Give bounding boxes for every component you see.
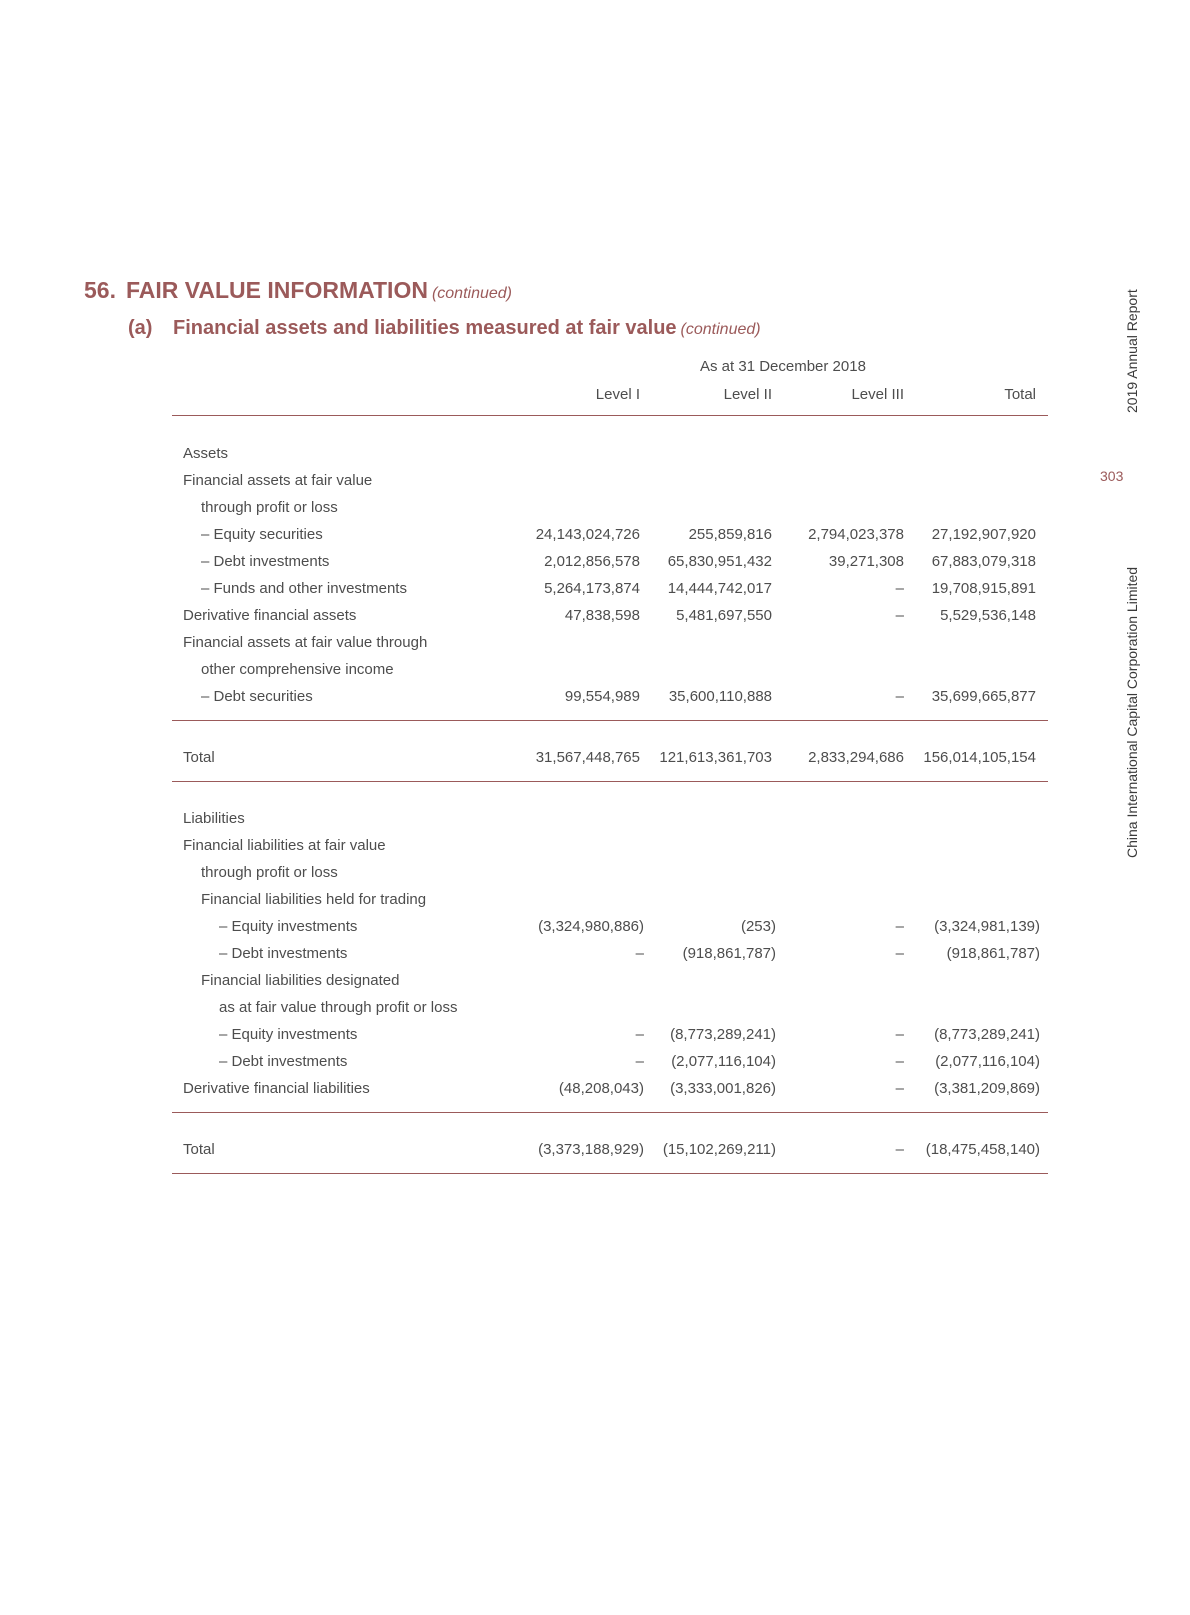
cell-level-2: (3,333,001,826) xyxy=(670,1080,776,1097)
cell-level-1: 31,567,448,765 xyxy=(535,749,640,766)
subsection-heading xyxy=(128,317,761,340)
row-label: – Debt investments xyxy=(219,1053,348,1070)
cell-total: 156,014,105,154 xyxy=(923,749,1036,766)
cell-total: (18,475,458,140) xyxy=(925,1141,1040,1158)
cell-level-2: 5,481,697,550 xyxy=(676,607,772,624)
assets-subtotal-rule xyxy=(172,720,1048,721)
cell-total: 67,883,079,318 xyxy=(931,553,1036,570)
row-label: Derivative financial liabilities xyxy=(183,1080,370,1097)
cell-total: 19,708,915,891 xyxy=(931,580,1036,597)
cell-level-3: 39,271,308 xyxy=(828,553,904,570)
period-header: As at 31 December 2018 xyxy=(700,358,866,375)
table-row xyxy=(0,688,1190,715)
table-row xyxy=(0,918,1190,945)
table-row xyxy=(0,1053,1190,1080)
cell-level-3: 2,833,294,686 xyxy=(808,749,904,766)
table-row xyxy=(0,526,1190,553)
cell-level-3: – xyxy=(895,1053,904,1070)
table-row xyxy=(0,499,1190,526)
cell-level-3: – xyxy=(895,1141,904,1158)
cell-level-3: – xyxy=(895,945,904,962)
section-number: 56. xyxy=(84,277,116,303)
subsection-letter: (a) xyxy=(128,317,153,339)
row-label: – Equity investments xyxy=(219,1026,358,1043)
report-name: 2019 Annual Report xyxy=(1124,289,1140,413)
row-label: through profit or loss xyxy=(201,864,338,881)
header-rule xyxy=(172,415,1048,416)
cell-level-3: – xyxy=(895,688,904,705)
section-heading xyxy=(84,277,512,304)
cell-level-2: (918,861,787) xyxy=(682,945,776,962)
row-label: – Debt securities xyxy=(201,688,313,705)
cell-level-1: – xyxy=(635,1053,644,1070)
page-number: 303 xyxy=(1100,468,1124,484)
liabilities-total-rule xyxy=(172,1173,1048,1174)
row-label: – Funds and other investments xyxy=(201,580,407,597)
row-label: Financial assets at fair value xyxy=(183,472,373,489)
cell-level-3: – xyxy=(895,1026,904,1043)
section-title: FAIR VALUE INFORMATION xyxy=(125,277,428,303)
subsection-title: Financial assets and liabilities measured at fair value xyxy=(173,317,677,339)
cell-total: 27,192,907,920 xyxy=(931,526,1036,543)
row-label: as at fair value through profit or loss xyxy=(219,999,458,1016)
assets-heading-row xyxy=(0,445,1190,472)
cell-level-1: 24,143,024,726 xyxy=(535,526,640,543)
cell-level-1: 5,264,173,874 xyxy=(544,580,640,597)
cell-level-2: (2,077,116,104) xyxy=(671,1053,776,1070)
cell-level-2: 255,859,816 xyxy=(688,526,772,543)
col-header-level-1: Level I xyxy=(595,386,640,403)
liabilities-heading: Liabilities xyxy=(183,810,245,827)
row-label: Derivative financial assets xyxy=(183,607,357,624)
cell-total: (918,861,787) xyxy=(946,945,1040,962)
table-row xyxy=(0,972,1190,999)
table-row xyxy=(0,661,1190,688)
cell-level-1: (3,324,980,886) xyxy=(538,918,644,935)
cell-level-2: 121,613,361,703 xyxy=(659,749,772,766)
cell-level-1: – xyxy=(635,945,644,962)
cell-level-3: – xyxy=(895,918,904,935)
row-label: Financial liabilities at fair value xyxy=(183,837,386,854)
table-row xyxy=(0,553,1190,580)
row-label: – Equity investments xyxy=(219,918,358,935)
liabilities-subtotal-rule xyxy=(172,1112,1048,1113)
cell-total: 35,699,665,877 xyxy=(931,688,1036,705)
cell-level-1: – xyxy=(635,1026,644,1043)
cell-level-3: – xyxy=(895,580,904,597)
table-row xyxy=(0,891,1190,918)
cell-level-2: (253) xyxy=(740,918,776,935)
cell-total: (8,773,289,241) xyxy=(934,1026,1040,1043)
row-label: Total xyxy=(183,749,215,766)
table-row xyxy=(0,1026,1190,1053)
table-row xyxy=(0,837,1190,864)
row-label: Total xyxy=(183,1141,215,1158)
row-label: Financial liabilities designated xyxy=(201,972,400,989)
table-row xyxy=(0,999,1190,1026)
cell-level-1: 47,838,598 xyxy=(564,607,640,624)
table-row xyxy=(0,580,1190,607)
cell-level-1: (48,208,043) xyxy=(558,1080,644,1097)
row-label: – Debt investments xyxy=(201,553,330,570)
assets-total-row xyxy=(0,749,1190,776)
cell-level-2: (8,773,289,241) xyxy=(670,1026,776,1043)
cell-total: (3,324,981,139) xyxy=(934,918,1040,935)
table-row xyxy=(0,1080,1190,1107)
row-label: Financial assets at fair value through xyxy=(183,634,428,651)
cell-level-3: – xyxy=(895,1080,904,1097)
col-header-level-3: Level III xyxy=(851,386,904,403)
col-header-total: Total xyxy=(1004,386,1036,403)
subsection-continued: (continued) xyxy=(680,321,761,338)
liabilities-total-row xyxy=(0,1141,1190,1168)
table-row xyxy=(0,945,1190,972)
cell-level-2: 65,830,951,432 xyxy=(667,553,772,570)
row-label: through profit or loss xyxy=(201,499,338,516)
cell-level-2: 14,444,742,017 xyxy=(667,580,772,597)
row-label: Financial liabilities held for trading xyxy=(201,891,427,908)
row-label: – Equity securities xyxy=(201,526,323,543)
table-row xyxy=(0,864,1190,891)
cell-level-3: 2,794,023,378 xyxy=(808,526,904,543)
table-row xyxy=(0,607,1190,634)
table-row xyxy=(0,634,1190,661)
cell-total: 5,529,536,148 xyxy=(940,607,1036,624)
cell-level-2: 35,600,110,888 xyxy=(668,688,772,705)
cell-level-1: (3,373,188,929) xyxy=(538,1141,644,1158)
section-continued: (continued) xyxy=(431,285,512,302)
row-label: – Debt investments xyxy=(219,945,348,962)
assets-heading: Assets xyxy=(183,445,229,462)
table-row xyxy=(0,472,1190,499)
cell-level-1: 2,012,856,578 xyxy=(544,553,640,570)
assets-total-rule xyxy=(172,781,1048,782)
cell-total: (2,077,116,104) xyxy=(935,1053,1040,1070)
company-name: China International Capital Corporation Limited xyxy=(1124,566,1140,858)
cell-level-3: – xyxy=(895,607,904,624)
cell-level-2: (15,102,269,211) xyxy=(662,1141,776,1158)
col-header-level-2: Level II xyxy=(723,386,772,403)
liabilities-heading-row xyxy=(0,810,1190,837)
cell-total: (3,381,209,869) xyxy=(934,1080,1040,1097)
row-label: other comprehensive income xyxy=(201,661,394,678)
cell-level-1: 99,554,989 xyxy=(564,688,640,705)
